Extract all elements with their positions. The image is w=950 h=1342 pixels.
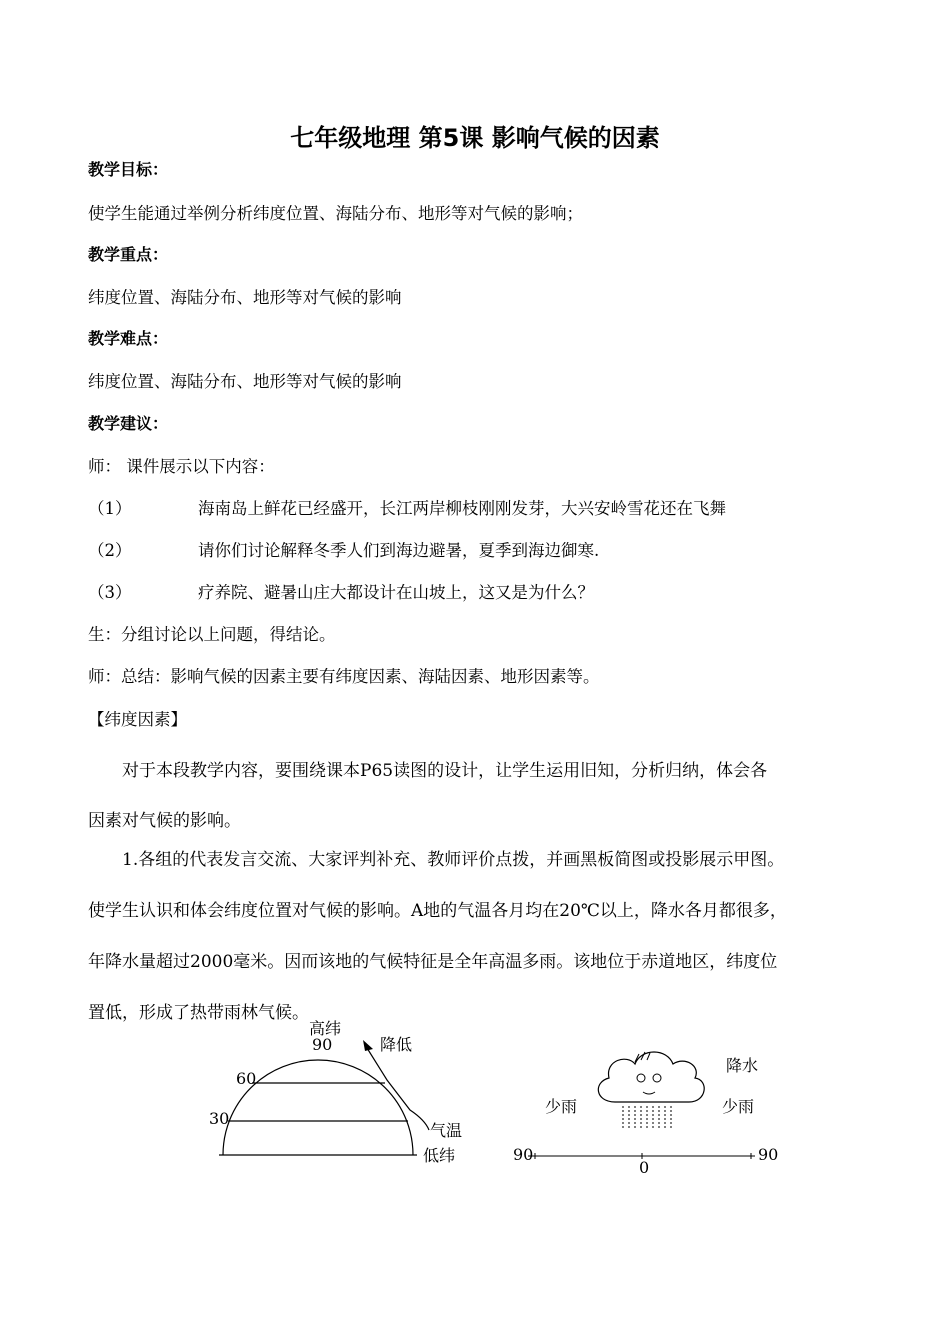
question-item [88, 537, 599, 561]
paragraph-line: 置低，形成了热带雨林气候。 [88, 1003, 309, 1023]
temperature-label: 气温 [430, 1121, 463, 1140]
paragraph-line: 因素对气候的影响。 [88, 811, 241, 831]
page-title: 七年级地理 第5课 影响气候的因素 [290, 124, 660, 152]
question-text: 请你们讨论解释冬季人们到海边避暑，夏季到海边御寒. [198, 541, 600, 560]
high-latitude-label: 高纬 [309, 1020, 342, 1038]
precipitation-diagram [513, 1052, 778, 1177]
question-item [88, 579, 594, 603]
latitude-90-label: 90 [312, 1035, 333, 1054]
question-item [88, 495, 726, 519]
question-text: 海南岛上鲜花已经盛开，长江两岸柳枝刚刚发芽，大兴安岭雪花还在飞舞 [198, 499, 726, 518]
student-line: 生：分组讨论以上问题，得结论。 [88, 625, 336, 644]
decrease-label: 降低 [380, 1035, 413, 1054]
temperature-arrow [367, 1048, 429, 1130]
question-number: （2） [88, 541, 132, 560]
key-text: 纬度位置、海陆分布、地形等对气候的影响 [88, 288, 402, 307]
latitude-30-label: 30 [209, 1109, 230, 1128]
key-heading: 教学重点： [88, 245, 169, 264]
paragraph-line: 使学生认识和体会纬度位置对气候的影响。A地的气温各月均在20℃以上，降水各月都很多， [88, 901, 787, 921]
hemisphere-diagram [209, 1020, 462, 1165]
teacher-summary: 师：总结：影响气候的因素主要有纬度因素、海陆因素、地形因素等。 [88, 667, 600, 686]
latitude-heading: 【纬度因素】 [88, 710, 187, 729]
axis-mid-label: 0 [639, 1158, 650, 1177]
less-rain-right-label: 少雨 [722, 1097, 755, 1116]
goal-text: 使学生能通过举例分析纬度位置、海陆分布、地形等对气候的影响； [88, 204, 583, 223]
latitude-60-label: 60 [236, 1069, 257, 1088]
low-latitude-label: 低纬 [423, 1146, 456, 1165]
teacher-intro: 师： 课件展示以下内容： [88, 457, 275, 476]
paragraph-line: 对于本段教学内容，要围绕课本P65读图的设计，让学生运用旧知，分析归纳，体会各 [122, 761, 768, 781]
suggest-heading: 教学建议： [88, 414, 169, 433]
question-number: （3） [88, 583, 132, 602]
difficult-heading: 教学难点： [88, 329, 169, 348]
question-text: 疗养院、避暑山庄大都设计在山坡上，这又是为什么？ [198, 583, 594, 602]
rain-drops-icon [623, 1106, 671, 1128]
paragraph-intro [88, 746, 878, 846]
arrow-head-icon [363, 1040, 373, 1051]
axis-left-label: 90 [513, 1145, 534, 1164]
rain-cloud-icon [598, 1052, 704, 1102]
paragraph-line: 年降水量超过2000毫米。因而该地的气候特征是全年高温多雨。该地位于赤道地区，纬度位 [88, 952, 778, 972]
question-number: （1） [88, 499, 132, 518]
paragraph-line: 1.各组的代表发言交流、大家评判补充、教师评价点拨，并画黑板简图或投影展示甲图。 [122, 850, 785, 870]
goal-heading: 教学目标： [88, 160, 169, 179]
less-rain-left-label: 少雨 [545, 1097, 578, 1116]
latitude-climate-figure [195, 1020, 795, 1180]
paragraph-latitude [88, 835, 878, 1039]
precipitation-label: 降水 [726, 1056, 759, 1075]
difficult-text: 纬度位置、海陆分布、地形等对气候的影响 [88, 372, 402, 391]
axis-right-label: 90 [758, 1145, 779, 1164]
